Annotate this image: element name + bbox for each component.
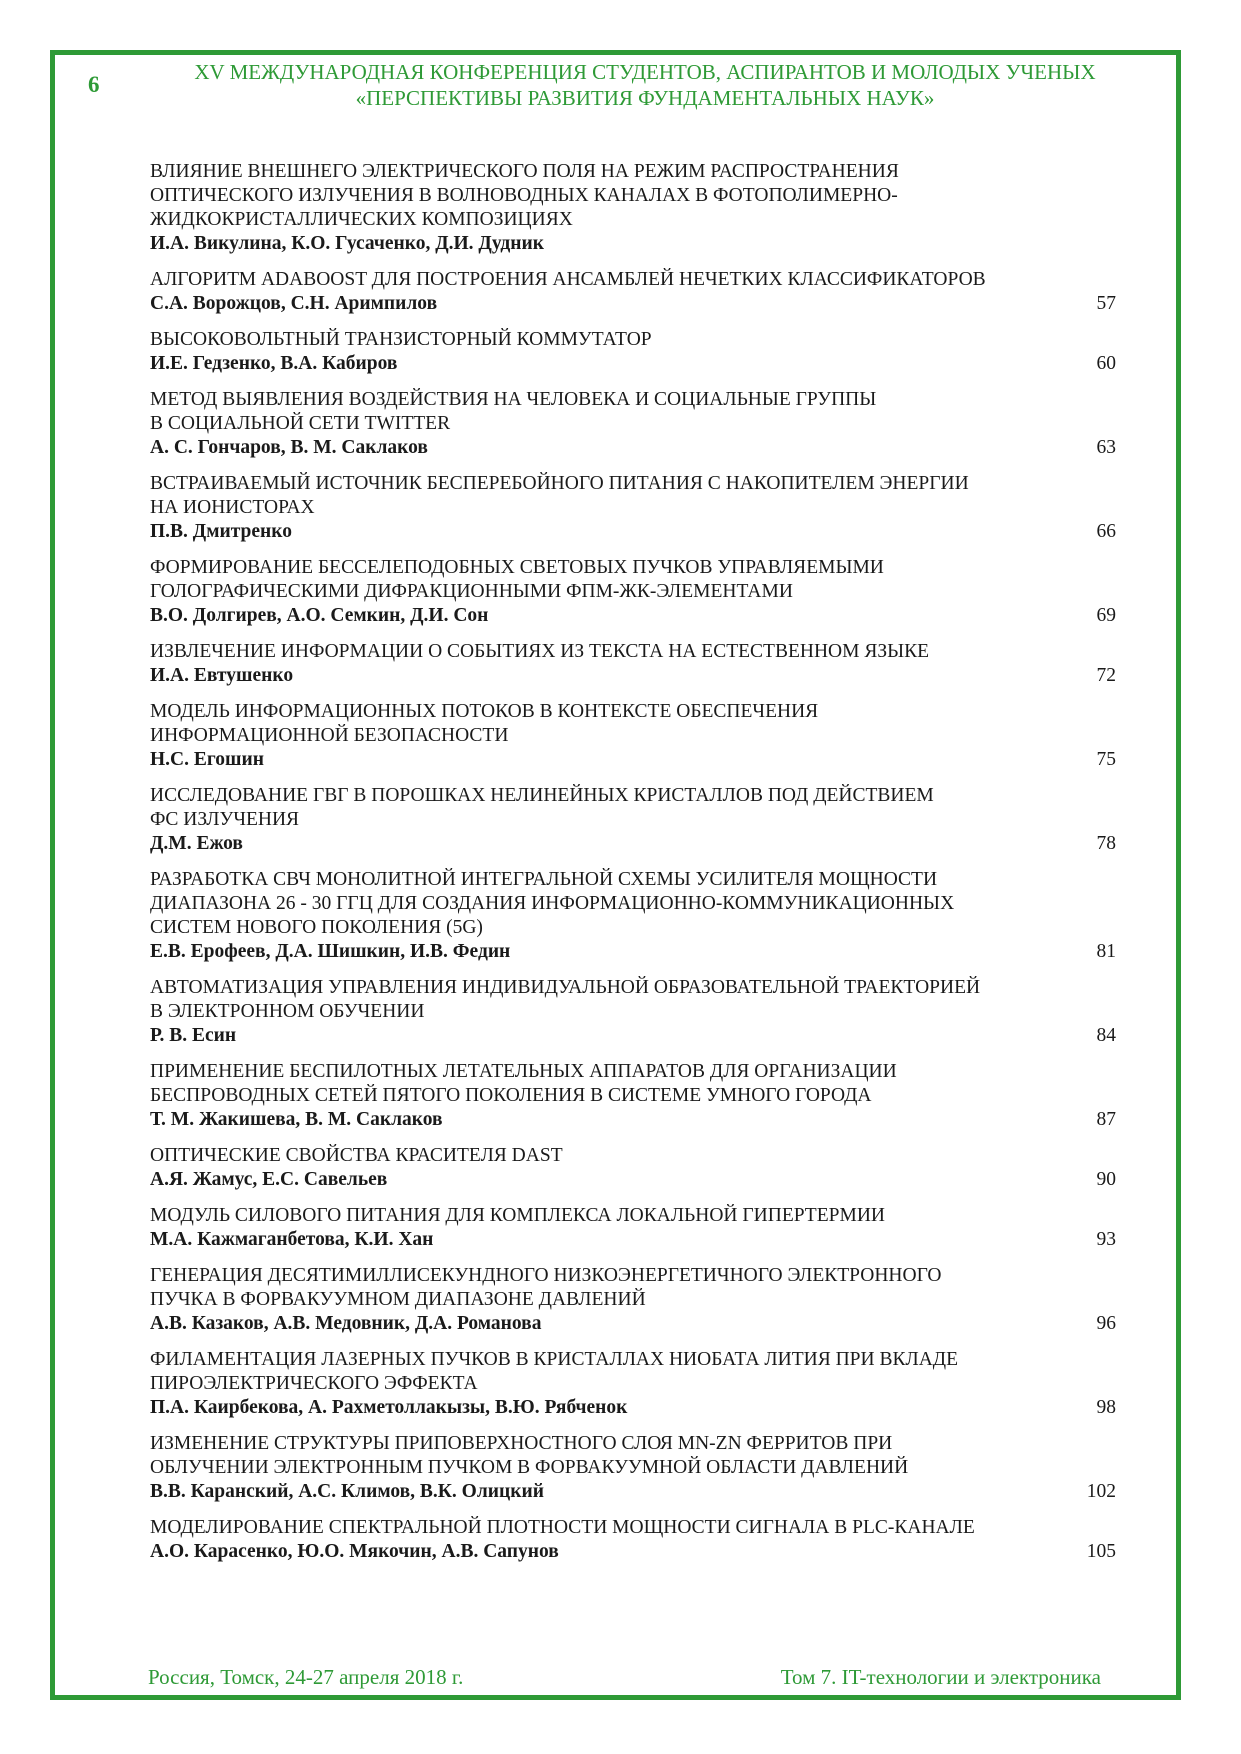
toc-entry-page-number: 63	[1096, 437, 1116, 458]
toc-entry-title-line: ФС ИЗЛУЧЕНИЯ	[150, 809, 300, 830]
toc-entry	[150, 472, 1130, 544]
toc-entry-page-number: 78	[1096, 833, 1116, 854]
toc-entry-authors: П.А. Каирбекова, А. Рахметоллакызы, В.Ю. Рябченок	[150, 1397, 628, 1418]
toc-entry-title	[150, 868, 1130, 940]
toc-entry-title-line: ОПТИЧЕСКИЕ СВОЙСТВА КРАСИТЕЛЯ DAST	[150, 1145, 563, 1166]
toc-entry	[150, 388, 1130, 460]
toc-entry-title-line: МОДЕЛЬ ИНФОРМАЦИОННЫХ ПОТОКОВ В КОНТЕКСТЕ ОБЕСПЕЧЕНИЯ	[150, 701, 819, 722]
toc-entry-page-number: 60	[1096, 353, 1116, 374]
footer-volume: Том 7. IT-технологии и электроника	[780, 1665, 1101, 1689]
toc-entry-title	[150, 976, 1130, 1024]
toc-entry-title-line: ПИРОЭЛЕКТРИЧЕСКОГО ЭФФЕКТА	[150, 1373, 478, 1394]
toc-entry-authors: А.Я. Жамус, Е.С. Савельев	[150, 1169, 388, 1190]
toc-entry-title-line: АВТОМАТИЗАЦИЯ УПРАВЛЕНИЯ ИНДИВИДУАЛЬНОЙ ОБРАЗОВАТЕЛЬНОЙ ТРАЕКТОРИЕЙ	[150, 977, 981, 998]
toc-entry-title-line: ГЕНЕРАЦИЯ ДЕСЯТИМИЛЛИСЕКУНДНОГО НИЗКОЭНЕРГЕТИЧНОГО ЭЛЕКТРОННОГО	[150, 1265, 942, 1286]
toc-entry-page-number: 72	[1096, 665, 1116, 686]
toc-entry-page-number: 66	[1096, 521, 1116, 542]
page-number: 6	[88, 72, 100, 97]
toc-entry-authors: Е.В. Ерофеев, Д.А. Шишкин, И.В. Федин	[150, 941, 511, 962]
toc-entry-page-number: 81	[1096, 941, 1116, 962]
toc-entry-title	[150, 700, 1130, 748]
header-line-1: XV МЕЖДУНАРОДНАЯ КОНФЕРЕНЦИЯ СТУДЕНТОВ, АСПИРАНТОВ И МОЛОДЫХ УЧЕНЫХ	[194, 60, 1096, 84]
toc-entry-title-line: ДИАПАЗОНА 26 - 30 ГГЦ ДЛЯ СОЗДАНИЯ ИНФОРМАЦИОННО-КОММУНИКАЦИОННЫХ	[150, 893, 955, 914]
toc-entry-page-number: 84	[1096, 1025, 1116, 1046]
toc-entry-page-number: 93	[1096, 1229, 1116, 1250]
toc-entry-title	[150, 1204, 1130, 1228]
toc-entry-authors: В.О. Долгирев, А.О. Семкин, Д.И. Сон	[150, 605, 489, 626]
toc-entry-title-line: ВСТРАИВАЕМЫЙ ИСТОЧНИК БЕСПЕРЕБОЙНОГО ПИТАНИЯ С НАКОПИТЕЛЕМ ЭНЕРГИИ	[150, 473, 969, 494]
toc-entry	[150, 1348, 1130, 1420]
toc-entry-title	[150, 160, 1130, 232]
toc-entry-title-line: ФОРМИРОВАНИЕ БЕССЕЛЕПОДОБНЫХ СВЕТОВЫХ ПУЧКОВ УПРАВЛЯЕМЫМИ	[150, 557, 884, 578]
toc-entry-title	[150, 1348, 1130, 1396]
toc-entry-title-line: ИЗМЕНЕНИЕ СТРУКТУРЫ ПРИПОВЕРХНОСТНОГО СЛОЯ MN-ZN ФЕРРИТОВ ПРИ	[150, 1433, 893, 1454]
toc-entry-title	[150, 1144, 1130, 1168]
toc-entry-page-number: 102	[1086, 1481, 1116, 1502]
toc-entry-page-number: 90	[1096, 1169, 1116, 1190]
toc-entry-title	[150, 472, 1130, 520]
toc-entry-title-line: ИНФОРМАЦИОННОЙ БЕЗОПАСНОСТИ	[150, 725, 509, 746]
toc-entry-authors: И.А. Евтушенко	[150, 665, 294, 686]
toc-entry-authors: В.В. Каранский, А.С. Климов, В.К. Олицкий	[150, 1481, 544, 1502]
toc-entry-title	[150, 1264, 1130, 1312]
toc-entry-authors: Н.С. Егошин	[150, 749, 264, 770]
toc-entry-page-number: 105	[1086, 1541, 1116, 1562]
toc-entry	[150, 700, 1130, 772]
toc-entry	[150, 1264, 1130, 1336]
toc-entry-title-line: ИССЛЕДОВАНИЕ ГВГ В ПОРОШКАХ НЕЛИНЕЙНЫХ КРИСТАЛЛОВ ПОД ДЕЙСТВИЕМ	[150, 785, 934, 806]
toc-entry-title-line: РАЗРАБОТКА СВЧ МОНОЛИТНОЙ ИНТЕГРАЛЬНОЙ СХЕМЫ УСИЛИТЕЛЯ МОЩНОСТИ	[150, 869, 938, 890]
toc-entry	[150, 268, 1130, 316]
toc-entry-authors: Д.М. Ежов	[150, 833, 243, 854]
toc-entry	[150, 1144, 1130, 1192]
toc-entry-page-number: 98	[1096, 1397, 1116, 1418]
toc-entry	[150, 556, 1130, 628]
toc-entry-title-line: СИСТЕМ НОВОГО ПОКОЛЕНИЯ (5G)	[150, 917, 483, 938]
toc-entry	[150, 868, 1130, 964]
toc-entry-authors: И.А. Викулина, К.О. Гусаченко, Д.И. Дудник	[150, 233, 544, 254]
toc-entry-title-line: МЕТОД ВЫЯВЛЕНИЯ ВОЗДЕЙСТВИЯ НА ЧЕЛОВЕКА И СОЦИАЛЬНЫЕ ГРУППЫ	[150, 389, 877, 410]
toc-entry-authors: Т. М. Жакишева, В. М. Саклаков	[150, 1109, 443, 1130]
table-of-contents	[150, 160, 1130, 1576]
toc-entry-authors: А. С. Гончаров, В. М. Саклаков	[150, 437, 428, 458]
toc-entry-title-line: ГОЛОГРАФИЧЕСКИМИ ДИФРАКЦИОННЫМИ ФПМ-ЖК-ЭЛЕМЕНТАМИ	[150, 581, 793, 602]
toc-entry-title	[150, 1432, 1130, 1480]
toc-entry-title	[150, 1516, 1130, 1540]
toc-entry-title-line: ЖИДКОКРИСТАЛЛИЧЕСКИХ КОМПОЗИЦИЯХ	[150, 209, 573, 230]
toc-entry-title	[150, 640, 1130, 664]
toc-entry-authors: Р. В. Есин	[150, 1025, 237, 1046]
toc-entry-page-number: 96	[1096, 1313, 1116, 1334]
toc-entry-title-line: ПУЧКА В ФОРВАКУУМНОМ ДИАПАЗОНЕ ДАВЛЕНИЙ	[150, 1289, 646, 1310]
toc-entry-title-line: ОПТИЧЕСКОГО ИЗЛУЧЕНИЯ В ВОЛНОВОДНЫХ КАНАЛАХ В ФОТОПОЛИМЕРНО-	[150, 185, 898, 206]
toc-entry-title-line: МОДЕЛИРОВАНИЕ СПЕКТРАЛЬНОЙ ПЛОТНОСТИ МОЩНОСТИ СИГНАЛА В PLC-КАНАЛЕ	[150, 1517, 975, 1538]
toc-entry-title-line: В СОЦИАЛЬНОЙ СЕТИ TWITTER	[150, 413, 451, 434]
toc-entry-authors: И.Е. Гедзенко, В.А. Кабиров	[150, 353, 398, 374]
toc-entry-title-line: В ЭЛЕКТРОННОМ ОБУЧЕНИИ	[150, 1001, 425, 1022]
toc-entry-title-line: ПРИМЕНЕНИЕ БЕСПИЛОТНЫХ ЛЕТАТЕЛЬНЫХ АППАРАТОВ ДЛЯ ОРГАНИЗАЦИИ	[150, 1061, 897, 1082]
toc-entry-authors: А.О. Карасенко, Ю.О. Мякочин, А.В. Сапунов	[150, 1541, 559, 1562]
toc-entry	[150, 1060, 1130, 1132]
toc-entry-title-line: АЛГОРИТМ ADABOOST ДЛЯ ПОСТРОЕНИЯ АНСАМБЛЕЙ НЕЧЕТКИХ КЛАССИФИКАТОРОВ	[150, 269, 986, 290]
toc-entry-title	[150, 268, 1130, 292]
toc-entry-authors: М.А. Кажмаганбетова, К.И. Хан	[150, 1229, 434, 1250]
toc-entry-authors: А.В. Казаков, А.В. Медовник, Д.А. Романова	[150, 1313, 542, 1334]
toc-entry-title	[150, 328, 1130, 352]
toc-entry	[150, 160, 1130, 256]
toc-entry-title-line: ФИЛАМЕНТАЦИЯ ЛАЗЕРНЫХ ПУЧКОВ В КРИСТАЛЛАХ НИОБАТА ЛИТИЯ ПРИ ВКЛАДЕ	[150, 1349, 959, 1370]
toc-entry-title	[150, 1060, 1130, 1108]
toc-entry-title-line: НА ИОНИСТОРАХ	[150, 497, 315, 518]
toc-entry	[150, 1516, 1130, 1564]
toc-entry	[150, 1432, 1130, 1504]
toc-entry-title	[150, 784, 1130, 832]
toc-entry-authors: С.А. Ворожцов, С.Н. Аримпилов	[150, 293, 438, 314]
toc-entry-title-line: ИЗВЛЕЧЕНИЕ ИНФОРМАЦИИ О СОБЫТИЯХ ИЗ ТЕКСТА НА ЕСТЕСТВЕННОМ ЯЗЫКЕ	[150, 641, 930, 662]
toc-entry	[150, 976, 1130, 1048]
toc-entry-authors: П.В. Дмитренко	[150, 521, 293, 542]
toc-entry	[150, 328, 1130, 376]
toc-entry	[150, 640, 1130, 688]
toc-entry-title-line: ОБЛУЧЕНИИ ЭЛЕКТРОННЫМ ПУЧКОМ В ФОРВАКУУМНОЙ ОБЛАСТИ ДАВЛЕНИЙ	[150, 1457, 909, 1478]
toc-entry-title-line: ВЛИЯНИЕ ВНЕШНЕГО ЭЛЕКТРИЧЕСКОГО ПОЛЯ НА РЕЖИМ РАСПРОСТРАНЕНИЯ	[150, 161, 899, 182]
footer-location-date: Россия, Томск, 24-27 апреля 2018 г.	[148, 1665, 464, 1689]
toc-entry-title-line: БЕСПРОВОДНЫХ СЕТЕЙ ПЯТОГО ПОКОЛЕНИЯ В СИСТЕМЕ УМНОГО ГОРОДА	[150, 1085, 872, 1106]
toc-entry-page-number: 87	[1096, 1109, 1116, 1130]
toc-entry	[150, 1204, 1130, 1252]
header-line-2: «ПЕРСПЕКТИВЫ РАЗВИТИЯ ФУНДАМЕНТАЛЬНЫХ НАУК»	[355, 86, 935, 110]
toc-entry-title-line: МОДУЛЬ СИЛОВОГО ПИТАНИЯ ДЛЯ КОМПЛЕКСА ЛОКАЛЬНОЙ ГИПЕРТЕРМИИ	[150, 1205, 885, 1226]
toc-entry	[150, 784, 1130, 856]
toc-entry-page-number: 57	[1096, 293, 1116, 314]
toc-entry-title	[150, 556, 1130, 604]
toc-entry-title	[150, 388, 1130, 436]
conference-header	[140, 59, 1150, 111]
toc-entry-page-number: 69	[1096, 605, 1116, 626]
toc-entry-title-line: ВЫСОКОВОЛЬТНЫЙ ТРАНЗИСТОРНЫЙ КОММУТАТОР	[150, 329, 652, 350]
toc-entry-page-number: 75	[1096, 749, 1116, 770]
